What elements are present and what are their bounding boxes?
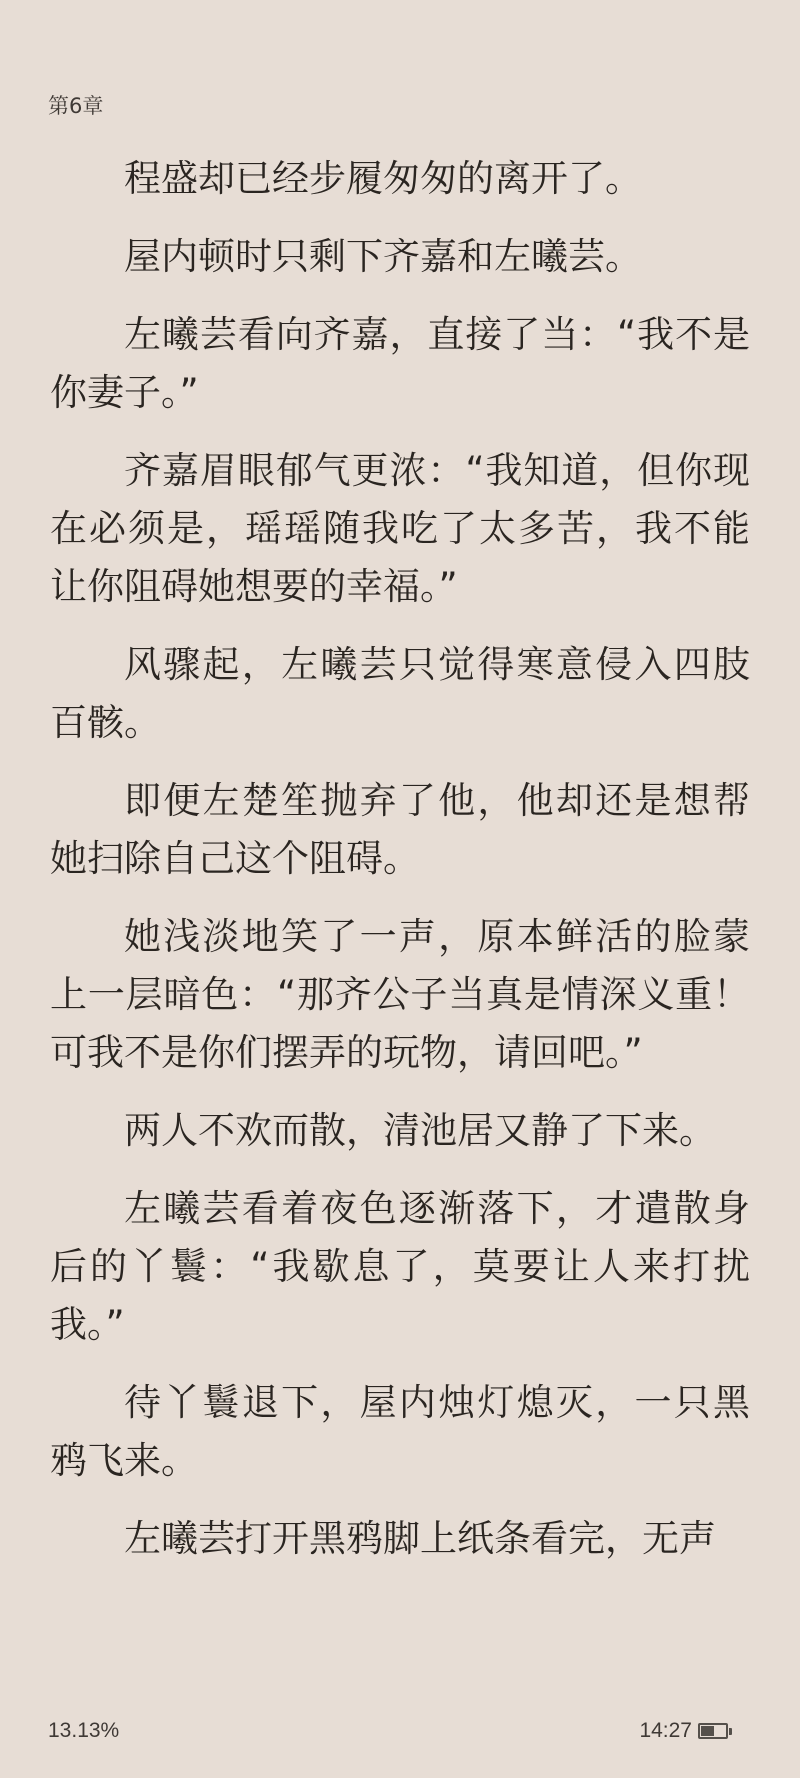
battery-tip [729, 1728, 732, 1735]
paragraph: 两人不欢而散，清池居又静了下来。 [124, 1109, 716, 1152]
paragraph: 风骤起，左曦芸只觉得寒意侵入四肢百骸。 [50, 643, 750, 744]
chapter-title: 第6章 [48, 94, 104, 118]
reading-progress: 13.13% [48, 1719, 120, 1742]
battery-body [698, 1723, 728, 1739]
paragraph: 屋内顿时只剩下齐嘉和左曦芸。 [124, 235, 642, 278]
battery-fill [701, 1726, 714, 1736]
paragraph: 左曦芸打开黑鸦脚上纸条看完，无声 [124, 1517, 716, 1560]
paragraph: 程盛却已经步履匆匆的离开了。 [124, 157, 642, 200]
reading-content[interactable] [50, 150, 750, 1588]
paragraph: 即便左楚笙抛弃了他，他却还是想帮她扫除自己这个阻碍。 [50, 779, 750, 880]
paragraph: 左曦芸看向齐嘉，直接了当：“我不是你妻子。” [50, 313, 750, 414]
battery-icon [698, 1723, 732, 1739]
paragraph: 齐嘉眉眼郁气更浓：“我知道，但你现在必须是，瑶瑶随我吃了太多苦，我不能让你阻碍她想要的幸福。” [50, 449, 750, 608]
clock-time: 14:27 [639, 1719, 692, 1742]
paragraph: 她浅淡地笑了一声，原本鲜活的脸蒙上一层暗色：“那齐公子当真是情深义重！可我不是你们摆弄的玩物，请回吧。” [50, 915, 750, 1074]
status-area [639, 1719, 732, 1743]
paragraph: 左曦芸看着夜色逐渐落下，才遣散身后的丫鬟：“我歇息了，莫要让人来打扰我。” [50, 1187, 750, 1346]
paragraph: 待丫鬟退下，屋内烛灯熄灭，一只黑鸦飞来。 [50, 1381, 750, 1482]
